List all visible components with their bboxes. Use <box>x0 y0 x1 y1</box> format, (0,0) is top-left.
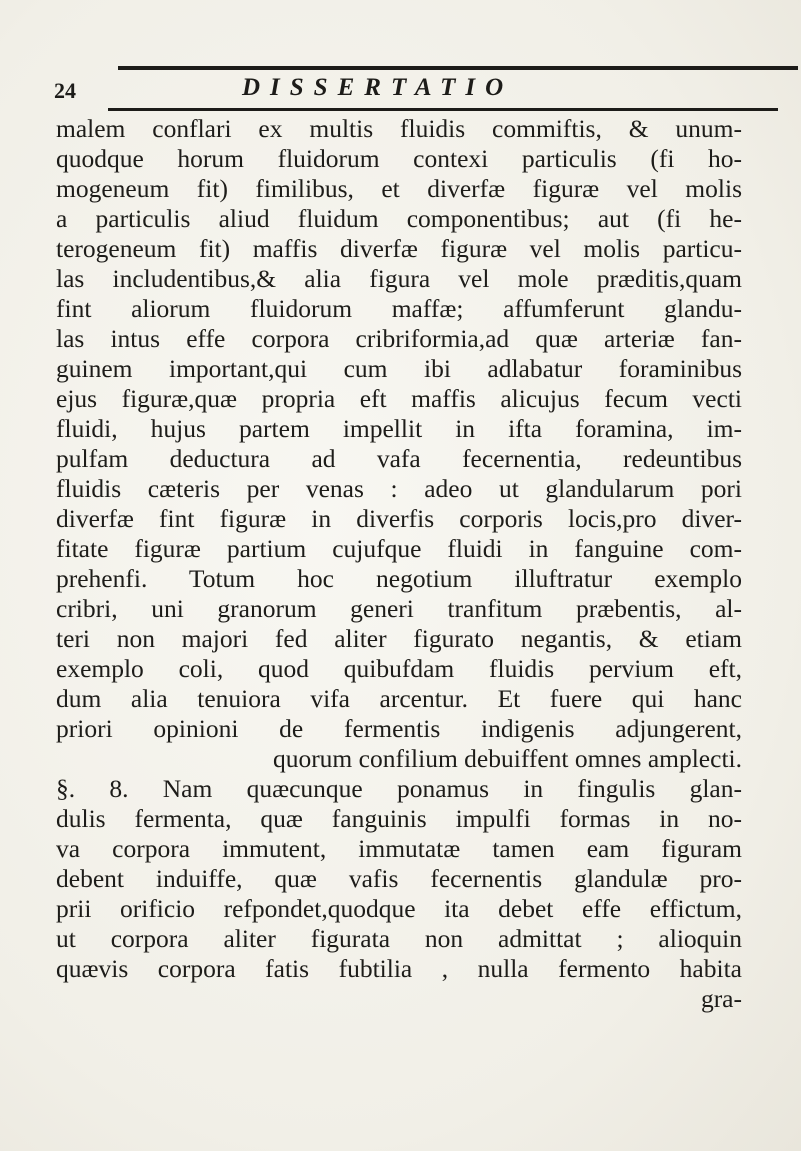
page-number: 24 <box>54 78 76 103</box>
catchword: gra- <box>700 984 742 1013</box>
header-bottom-rule <box>108 108 778 111</box>
text-line: malem conflari ex multis fluidis commiftis, & unum- <box>56 114 742 143</box>
text-line: priori opinioni de fermentis indigenis adjungerent, <box>56 714 742 743</box>
text-line: dum alia tenuiora vifa arcentur. Et fuere qui hanc <box>56 684 742 713</box>
text-line: quævis corpora fatis fubtilia , nulla fermento habita <box>56 954 742 983</box>
text-line: teri non majori fed aliter figurato negantis, & etiam <box>56 624 742 653</box>
text-line: cribri, uni granorum generi tranfitum præbentis, al- <box>56 594 742 623</box>
text-line: diverfæ fint figuræ in diverfis corporis locis,pro diver- <box>56 504 742 533</box>
text-line: las includentibus,& alia figura vel mole præditis,quam <box>56 264 742 293</box>
text-line: §. 8. Nam quæcunque ponamus in fingulis glan- <box>56 774 742 803</box>
text-line: guinem important,qui cum ibi adlabatur foraminibus <box>56 354 742 383</box>
text-line: va corpora immutent, immutatæ tamen eam figuram <box>56 834 742 863</box>
text-line: fint aliorum fluidorum maffæ; affumferunt glandu- <box>56 294 742 323</box>
text-line: terogeneum fit) maffis diverfæ figuræ vel molis particu- <box>56 234 742 263</box>
text-line: dulis fermenta, quæ fanguinis impulfi formas in no- <box>56 804 742 833</box>
text-line: debent induiffe, quæ vafis fecernentis glandulæ pro- <box>56 864 742 893</box>
text-line: quodque horum fluidorum contexi particulis (fi ho- <box>56 144 742 173</box>
header-top-rule <box>118 66 798 70</box>
text-line: pulfam deductura ad vafa fecernentia, redeuntibus <box>56 444 742 473</box>
text-line: prii orificio refpondet,quodque ita debet effe effictum, <box>56 894 742 923</box>
text-line: a particulis aliud fluidum componentibus; aut (fi he- <box>56 204 742 233</box>
running-head-title: DISSERTATIO <box>242 74 514 101</box>
text-line: fluidi, hujus partem impellit in ifta foramina, im- <box>56 414 742 443</box>
text-line: prehenfi. Totum hoc negotium illuftratur exemplo <box>56 564 742 593</box>
text-line: quorum confilium debuiffent omnes amplecti. <box>272 744 742 773</box>
text-line: mogeneum fit) fimilibus, et diverfæ figuræ vel molis <box>56 174 742 203</box>
text-line: ut corpora aliter figurata non admittat ; alioquin <box>56 924 742 953</box>
text-line: fitate figuræ partium cujufque fluidi in fanguine com- <box>56 534 742 563</box>
text-line: ejus figuræ,quæ propria eft maffis alicujus fecum vecti <box>56 384 742 413</box>
text-line: fluidis cæteris per venas : adeo ut glandularum pori <box>56 474 742 503</box>
page-header <box>38 62 768 108</box>
text-line: las intus effe corpora cribriformia,ad quæ arteriæ fan- <box>56 324 742 353</box>
body-text <box>56 114 742 1014</box>
text-line: exemplo coli, quod quibufdam fluidis pervium eft, <box>56 654 742 683</box>
